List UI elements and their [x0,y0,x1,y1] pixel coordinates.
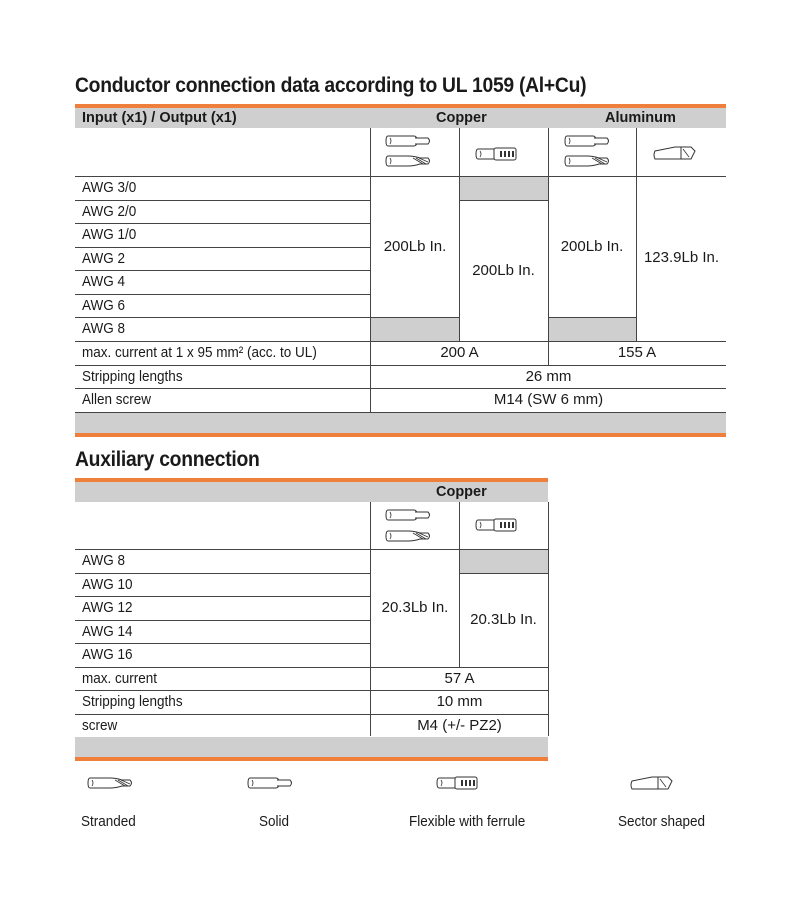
aux-copper-ferrule-torque: 20.3Lb In. [470,611,537,628]
max-current-label: max. current at 1 x 95 mm² (acc. to UL) [82,344,317,361]
table-row-label: AWG 12 [82,599,133,616]
solid-conductor-icon [388,509,432,523]
screw-value: M14 (SW 6 mm) [493,391,604,408]
section1-bottom-accent [75,433,726,437]
section1-na-cell [548,318,637,341]
section1-header-aluminum: Aluminum [605,110,676,126]
ferrule-conductor-icon [478,519,522,533]
table-row-label: AWG 3/0 [82,179,137,196]
section1-title: Conductor connection data according to UL 1059 (Al+Cu) [75,74,587,97]
aux-max-current-value: 57 A [444,670,475,687]
section2-title: Auxiliary connection [75,448,260,471]
table-row-label: AWG 14 [82,623,133,640]
ferrule-conductor-icon [478,148,522,162]
solid-conductor-icon [567,135,611,149]
section1-header-copper: Copper [436,110,487,126]
solid-conductor-icon [250,777,294,791]
copper-ferrule-torque: 200Lb In. [472,262,535,279]
table-row-label: AWG 8 [82,320,126,337]
legend-ferrule-label: Flexible with ferrule [409,813,526,830]
max-current-aluminum: 155 A [617,344,657,361]
stranded-conductor-icon [90,777,134,791]
section1-na-cell [371,318,459,341]
legend-solid-label: Solid [259,813,290,830]
table-row-label: AWG 8 [82,552,126,569]
table-row-label: AWG 1/0 [82,226,137,243]
section2-footer-bar [75,737,548,757]
stranded-conductor-icon [388,530,432,544]
stripping-length-label: Stripping lengths [82,368,183,385]
stranded-conductor-icon [567,155,611,169]
aux-screw-value: M4 (+/- PZ2) [417,717,502,734]
copper-stranded-torque: 200Lb In. [383,238,447,255]
screw-label: Allen screw [82,391,152,408]
section2-bottom-accent [75,757,548,761]
aluminum-sector-torque: 123.9Lb In. [643,249,720,266]
table-row-label: AWG 6 [82,297,126,314]
aux-copper-stranded-torque: 20.3Lb In. [381,599,449,616]
table-row-label: AWG 10 [82,576,133,593]
max-current-copper: 200 A [440,344,479,361]
stripping-length-value: 26 mm [525,368,572,385]
section1-footer-bar [75,413,726,433]
ferrule-conductor-icon [439,777,483,791]
table-row-label: AWG 2/0 [82,203,137,220]
legend-stranded-label: Stranded [81,813,136,830]
aux-stripping-length-label: Stripping lengths [82,693,183,710]
aux-screw-label: screw [82,717,118,734]
section2-na-cell [459,550,548,573]
table-row-label: AWG 16 [82,646,133,663]
section2-header-copper: Copper [436,484,487,500]
aux-max-current-label: max. current [82,670,158,687]
sector-conductor-icon [632,777,676,791]
aux-stripping-length-value: 10 mm [436,693,483,710]
table-row-label: AWG 4 [82,273,126,290]
section1-na-cell [459,177,548,200]
legend-sector-label: Sector shaped [618,813,706,830]
aluminum-stranded-torque: 200Lb In. [560,238,624,255]
stranded-conductor-icon [388,135,432,149]
table-row-label: AWG 2 [82,250,126,267]
sector-conductor-icon [655,147,699,161]
stranded-conductor-icon [388,155,432,169]
section1-header-label: Input (x1) / Output (x1) [82,110,237,126]
